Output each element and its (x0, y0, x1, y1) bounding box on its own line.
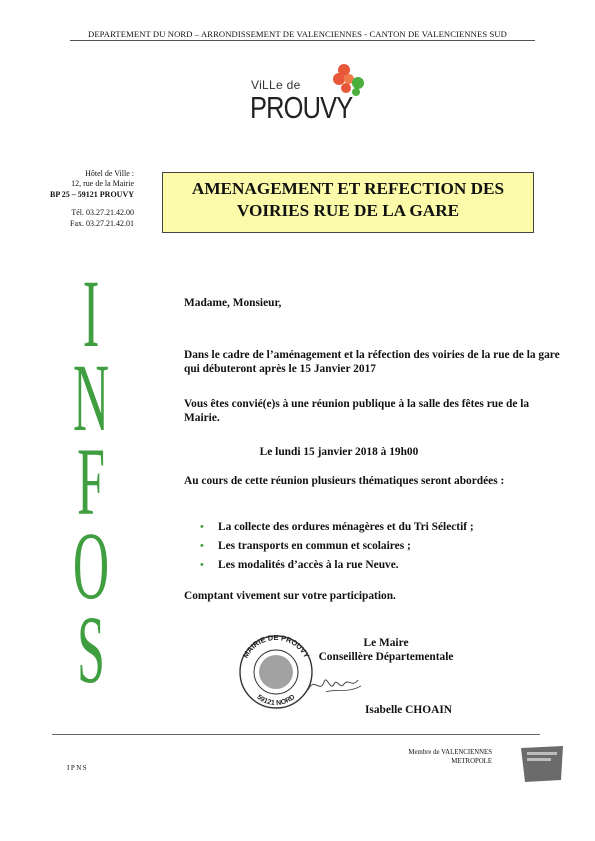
list-item-text: Les transports en commun et scolaires ; (218, 540, 411, 552)
handwritten-signature (306, 668, 366, 698)
list-item-text: Les modalités d’accès à la rue Neuve. (218, 559, 399, 571)
title-line-2: VOIRIES RUE DE LA GARE (236, 201, 460, 220)
ipns-mention: IPNS (67, 764, 89, 772)
title-line-1: AMENAGEMENT ET REFECTION DES (191, 179, 505, 198)
membership-line-1: Membre de VALENCIENNES (408, 749, 492, 756)
paragraph-invitation: Vous êtes convié(e)s à une réunion publique à la salle des fêtes rue de la Mairie. (184, 398, 530, 425)
role-mayor: Le Maire (363, 637, 409, 649)
signatory-name: Isabelle CHOAIN (365, 704, 453, 716)
fax: Fax. 03.27.21.42.01 (70, 218, 134, 228)
infos-vertical-word (56, 260, 126, 703)
bullet-icon: • (200, 521, 204, 533)
logo-prouvy-text: PROUVY (250, 90, 353, 125)
infos-letter: I (82, 260, 100, 367)
role-councillor: Conseillère Départementale (318, 651, 454, 664)
list-item (200, 539, 570, 558)
infos-letter: F (77, 428, 105, 535)
topic-list (200, 520, 570, 577)
list-item (200, 520, 570, 539)
metropole-logo (517, 744, 567, 784)
bullet-icon: • (200, 559, 204, 571)
infos-letter: N (72, 344, 110, 451)
list-item-text: La collecte des ordures ménagères et du Tri Sélectif ; (218, 521, 474, 533)
membership-line-2: METROPOLE (451, 758, 492, 765)
infos-letter: S (77, 596, 105, 703)
meeting-date: Le lundi 15 janvier 2018 à 19h00 (259, 446, 419, 458)
address-line: BP 25 – 59121 PROUVY (50, 189, 134, 199)
metropole-membership (372, 748, 492, 766)
title-box (162, 172, 534, 233)
paragraph-context: Dans le cadre de l’aménagement et la réfection des voiries de la rue de la gare qui débuteront après le 15 Janvier 2017 (184, 349, 560, 376)
town-hall-address (26, 169, 134, 229)
infos-letter: O (72, 512, 110, 619)
signatory-roles (316, 636, 456, 665)
address-line: Hôtel de Ville : (85, 169, 134, 178)
header-divider (70, 40, 535, 41)
stamp-top-text: MAIRIE DE PROUVY (240, 632, 312, 660)
footer-divider (52, 734, 540, 735)
prouvy-logo (243, 60, 373, 140)
greeting: Madame, Monsieur, (184, 297, 282, 309)
address-line: 12, rue de la Mairie (71, 179, 134, 189)
closing-line: Comptant vivement sur votre participation. (184, 590, 396, 602)
paragraph-topics: Au cours de cette réunion plusieurs thématiques seront abordées : (184, 475, 505, 487)
telephone: Tél. 03.27.21.42.00 (71, 208, 134, 218)
stamp-bottom-text: 59121 NORD (255, 693, 297, 708)
department-header: DEPARTEMENT DU NORD – ARRONDISSEMENT DE VALENCIENNES - CANTON DE VALENCIENNES SUD (88, 29, 507, 39)
list-item (200, 558, 570, 577)
logo-ville-text: ViLLe de (251, 78, 301, 92)
bullet-icon: • (200, 540, 204, 552)
